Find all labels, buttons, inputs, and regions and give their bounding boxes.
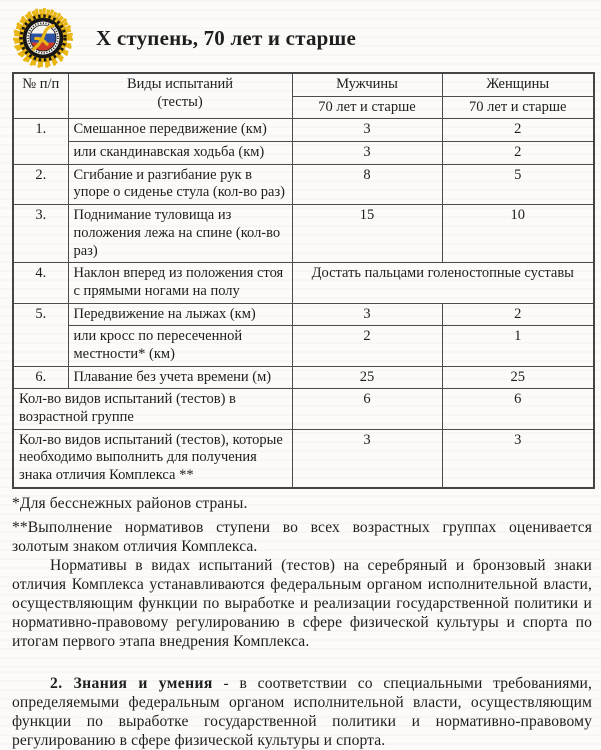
col-header-num: № п/п (13, 73, 68, 119)
gto-badge-icon (12, 7, 74, 69)
men-value: 3 (292, 303, 442, 326)
paragraph-knowledge-skills (12, 674, 592, 750)
table-row (13, 119, 594, 142)
section2-heading: 2. Знания и умения (50, 674, 213, 692)
women-value: 5 (442, 164, 594, 204)
paragraph-gap (0, 651, 601, 669)
paragraph-silver-bronze: Нормативы в видах испытаний (тестов) на серебряный и бронзовый знаки отличия Комплекса устанавливаются федеральным органом исполнительной власти, осуществляющим функции по выработке и реализации государственной политики и нормативно-правовому регулированию в сфере физической культуры и спорта по итогам первого этапа внедрения Комплекса. (12, 556, 592, 650)
footnote-snowless: *Для бесснежных районов страны. (12, 494, 248, 512)
col-header-tests-line2: (тесты) (157, 93, 203, 110)
col-header-women: Женщины (442, 73, 594, 96)
women-value: 2 (442, 303, 594, 326)
test-name: Смешанное передвижение (км) (68, 119, 292, 142)
women-value: 6 (442, 389, 594, 429)
summary-row (13, 389, 594, 429)
women-value: 2 (442, 119, 594, 142)
women-value: 1 (442, 326, 594, 366)
col-header-tests-line1: Виды испытаний (126, 76, 234, 92)
test-name: Наклон вперед из положения стоя с прямыми ногами на полу (68, 263, 292, 303)
footnote-gold-badge: **Выполнение нормативов ступени во всех возрастных группах оценивается золотым знаком отличия Комплекса. (12, 518, 592, 555)
standards-table (12, 72, 595, 489)
col-header-men: Мужчины (292, 73, 442, 96)
men-value: 3 (292, 119, 442, 142)
row-num: 4. (13, 263, 68, 303)
women-value: 25 (442, 366, 594, 389)
test-name: Передвижение на лыжах (км) (68, 303, 292, 326)
table-row (13, 164, 594, 204)
table-header-row-1 (13, 73, 594, 96)
test-name: или скандинавская ходьба (км) (68, 142, 292, 165)
women-value: 3 (442, 429, 594, 488)
summary-label: Кол-во видов испытаний (тестов) в возрастной группе (13, 389, 292, 429)
test-name: Плавание без учета времени (м) (68, 366, 292, 389)
test-name: Поднимание туловища из положения лежа на спине (кол-во раз) (68, 205, 292, 263)
test-name: Сгибание и разгибание рук в упоре о сиденье стула (кол-во раз) (68, 164, 292, 204)
row-num: 6. (13, 366, 68, 389)
col-header-women-age: 70 лет и старше (442, 96, 594, 119)
row-num: 2. (13, 164, 68, 204)
table-row (13, 205, 594, 263)
table-row (13, 303, 594, 326)
row-num: 5. (13, 303, 68, 366)
row-num: 1. (13, 119, 68, 164)
summary-row (13, 429, 594, 488)
table-row (13, 326, 594, 366)
women-value: 2 (442, 142, 594, 165)
summary-label: Кол-во видов испытаний (тестов), которые необходимо выполнить для получения знака отличия Комплекса ** (13, 429, 292, 488)
merged-result: Достать пальцами голеностопные суставы (292, 263, 594, 303)
col-header-tests (68, 73, 292, 119)
men-value: 3 (292, 142, 442, 165)
men-value: 6 (292, 389, 442, 429)
row-num: 3. (13, 205, 68, 263)
men-value: 8 (292, 164, 442, 204)
page-title: Х ступень, 70 лет и старше (96, 26, 356, 50)
men-value: 15 (292, 205, 442, 263)
table-row (13, 366, 594, 389)
section2-text: - в соответствии со специальными требованиями, определяемыми федеральным органом исполнительной власти, осуществляющим функции по выработке государственной политики и нормативно-правовому регулированию в сфере физической культуры и спорта. (12, 674, 592, 749)
men-value: 25 (292, 366, 442, 389)
table-row (13, 142, 594, 165)
page-header (0, 0, 601, 72)
test-name: или кросс по пересеченной местности* (км) (68, 326, 292, 366)
table-row (13, 263, 594, 303)
men-value: 2 (292, 326, 442, 366)
col-header-men-age: 70 лет и старше (292, 96, 442, 119)
women-value: 10 (442, 205, 594, 263)
men-value: 3 (292, 429, 442, 488)
